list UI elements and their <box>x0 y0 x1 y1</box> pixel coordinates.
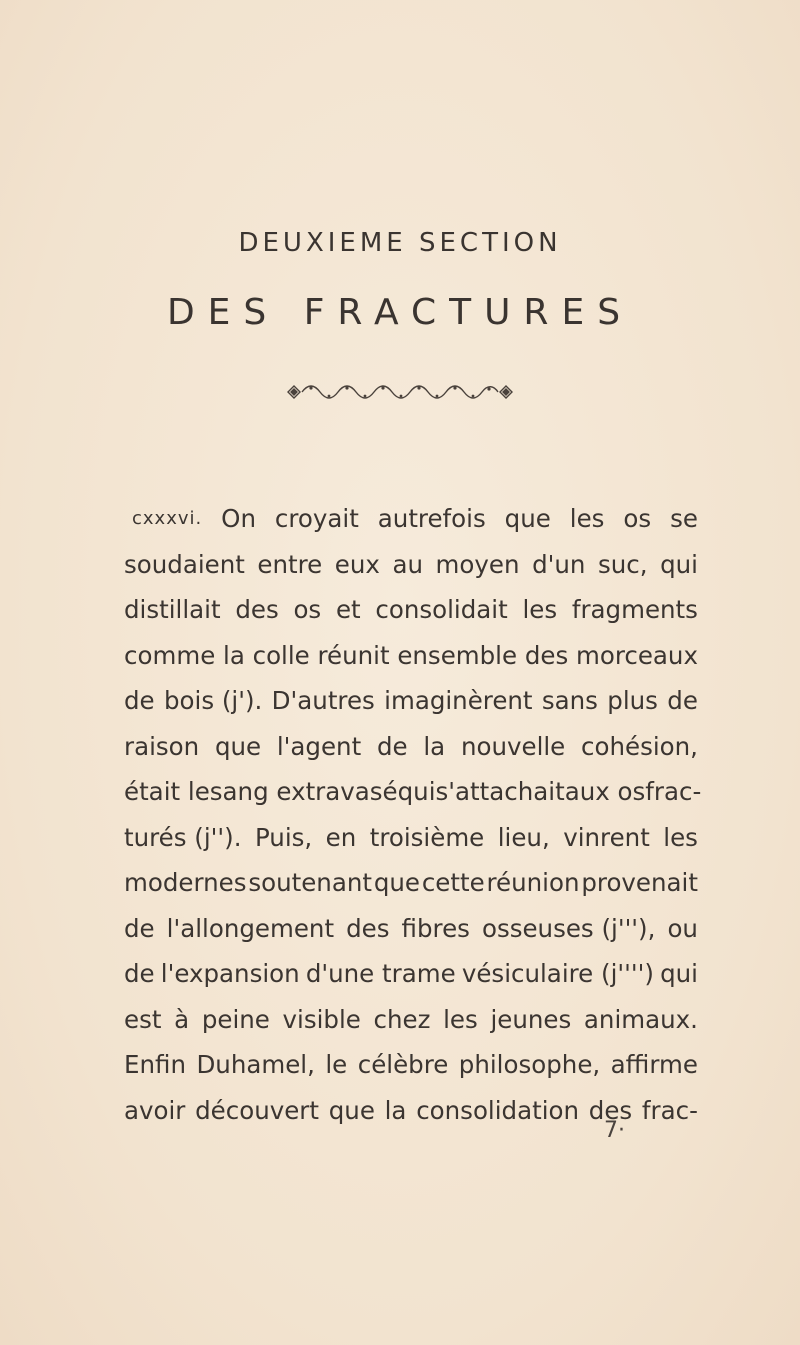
word: réunit <box>317 640 390 670</box>
text-line <box>124 587 698 633</box>
word: qui <box>397 777 436 806</box>
text-line <box>124 906 698 952</box>
word: l'agent <box>276 731 362 761</box>
word: philosophe, <box>458 1050 601 1079</box>
word: animaux. <box>583 1004 698 1034</box>
word: On <box>221 504 256 533</box>
word: bois (j'). <box>163 686 263 715</box>
word: distillait <box>124 595 221 624</box>
word: jeunes <box>490 1004 572 1034</box>
word: cohésion, <box>581 731 698 761</box>
word: visible <box>282 1004 361 1034</box>
word: la <box>384 1095 407 1125</box>
main-title: DES FRACTURES <box>166 292 634 333</box>
word: consolidait <box>375 595 508 624</box>
word: les <box>522 595 558 624</box>
word: des <box>346 913 390 943</box>
word: vinrent <box>563 822 650 852</box>
text-line <box>124 769 702 815</box>
word: les <box>443 1004 478 1034</box>
word: colle <box>252 640 310 670</box>
word: que <box>214 731 262 761</box>
word: que <box>504 504 551 533</box>
word: fragments <box>571 595 698 624</box>
word: est <box>124 1004 162 1034</box>
word: os <box>293 595 322 624</box>
word: comme <box>124 640 216 670</box>
word: était le <box>124 777 210 806</box>
word: nouvelle <box>460 731 566 761</box>
word: entre <box>257 549 323 579</box>
word: ensemble <box>397 640 518 670</box>
word: la <box>423 731 446 761</box>
word: sang extravasé <box>209 777 398 806</box>
word: de <box>124 913 155 943</box>
paragraph-marker: cxxxvi. <box>132 508 203 529</box>
word: des <box>588 1095 633 1125</box>
word: osseuses (j'''), <box>481 913 656 943</box>
word: consolidation <box>416 1095 580 1125</box>
word: les <box>663 822 698 852</box>
word: ou <box>667 913 698 943</box>
text-line <box>124 997 698 1043</box>
word: chez <box>373 1004 431 1034</box>
text-line <box>124 724 698 770</box>
word: D'autres <box>271 686 375 715</box>
word: la <box>223 640 245 670</box>
word: que <box>328 1095 375 1125</box>
word: de <box>376 731 408 761</box>
word: eux <box>334 549 380 579</box>
word: moyen <box>435 549 520 579</box>
word: le <box>325 1050 348 1079</box>
word: Enfin <box>124 1050 186 1079</box>
word: Puis, <box>254 822 313 852</box>
word: qui <box>660 959 698 988</box>
section-title: DEUXIEME SECTION <box>238 228 562 258</box>
word: cette <box>421 868 485 897</box>
word: avoir <box>124 1095 186 1125</box>
word: soutenant <box>248 868 372 897</box>
word: morceaux <box>575 640 698 670</box>
word: frac- <box>641 1095 698 1125</box>
word: de <box>124 959 155 988</box>
word: Duhamel, <box>196 1050 315 1079</box>
word: au <box>392 549 423 579</box>
word: aux os <box>564 777 646 806</box>
word: célèbre <box>357 1050 449 1079</box>
text-line <box>124 951 698 997</box>
word: autrefois <box>377 504 486 533</box>
word: à <box>174 1004 190 1034</box>
word: affirme <box>610 1050 698 1079</box>
text-line <box>124 815 698 861</box>
word: des <box>235 595 279 624</box>
word: vésiculaire (j'''') <box>461 959 654 988</box>
word: os <box>623 504 652 533</box>
word: croyait <box>274 504 359 533</box>
page-number: 7· <box>604 1118 625 1143</box>
word: et <box>335 595 361 624</box>
text-line <box>124 496 698 542</box>
paragraph-text <box>124 496 702 1133</box>
word: des <box>524 640 569 670</box>
word: d'une trame <box>305 959 456 988</box>
text-line <box>124 678 698 724</box>
text-line <box>124 542 698 588</box>
word: qui <box>660 549 698 579</box>
word: de <box>124 686 155 715</box>
word: s'attachait <box>435 777 565 806</box>
word: modernes <box>124 868 247 897</box>
word: turés (j''). <box>124 822 242 852</box>
word: raison <box>124 731 200 761</box>
word: lieu, <box>497 822 550 852</box>
word: peine <box>201 1004 270 1034</box>
word: frac- <box>645 777 702 806</box>
word: découvert <box>195 1095 319 1125</box>
word: d'un <box>532 549 586 579</box>
word: sans <box>541 686 598 715</box>
text-line <box>124 633 698 679</box>
word: en <box>325 822 357 852</box>
word: soudaient <box>124 549 245 579</box>
text-line <box>124 1042 698 1088</box>
word: de <box>667 686 698 715</box>
word: l'expansion <box>160 959 300 988</box>
word: que <box>373 868 420 897</box>
word: troisième <box>369 822 485 852</box>
word: se <box>670 504 698 533</box>
word: suc, <box>597 549 648 579</box>
word: l'allongement <box>166 913 335 943</box>
decorative-divider-icon <box>284 380 516 404</box>
word: imaginèrent <box>384 686 533 715</box>
word: fibres <box>401 913 470 943</box>
text-line <box>124 860 698 906</box>
word: réunion <box>486 868 580 897</box>
word: provenait <box>581 868 698 897</box>
word: plus <box>607 686 658 715</box>
word: les <box>569 504 605 533</box>
